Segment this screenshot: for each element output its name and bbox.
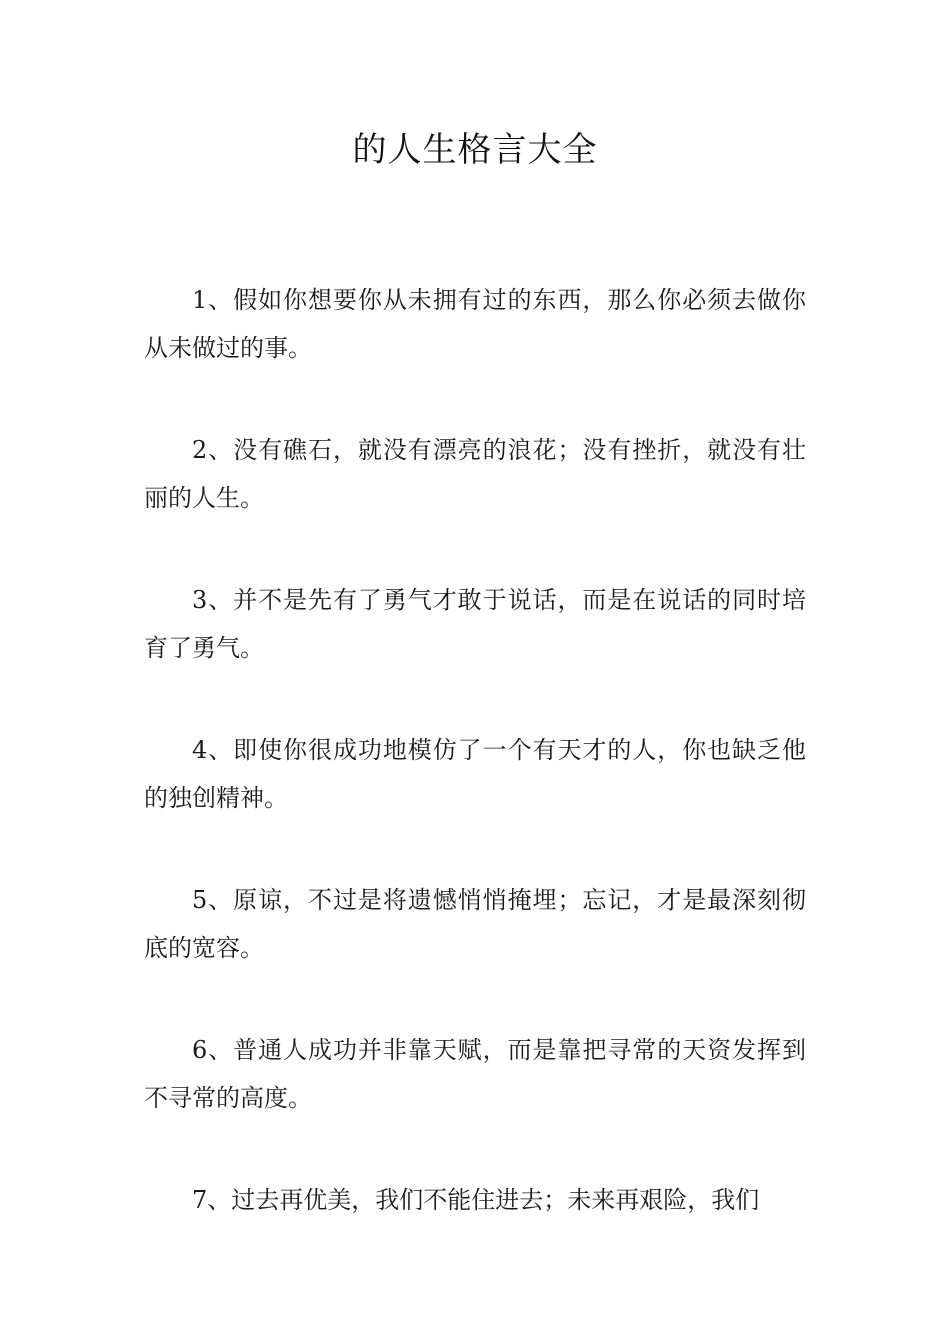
maxim-text: 5、原谅，不过是将遗憾悄悄掩埋；忘记，才是最深刻彻底的宽容。 xyxy=(144,886,806,962)
maxim-text: 1、假如你想要你从未拥有过的东西，那么你必须去做你从未做过的事。 xyxy=(144,286,806,362)
maxim-list xyxy=(144,276,806,1278)
maxim-item-5 xyxy=(144,876,806,972)
maxim-text: 7、过去再优美，我们不能住进去；未来再艰险，我们 xyxy=(192,1186,760,1214)
maxim-item-3 xyxy=(144,576,806,672)
maxim-text: 3、并不是先有了勇气才敢于说话，而是在说话的同时培育了勇气。 xyxy=(144,586,806,662)
document-title: 的人生格言大全 xyxy=(352,130,598,170)
maxim-item-1 xyxy=(144,276,806,372)
maxim-item-2 xyxy=(144,426,806,522)
maxim-text: 4、即使你很成功地模仿了一个有天才的人，你也缺乏他的独创精神。 xyxy=(144,736,806,812)
maxim-text: 6、普通人成功并非靠天赋，而是靠把寻常的天资发挥到不寻常的高度。 xyxy=(144,1036,806,1112)
maxim-item-6 xyxy=(144,1026,806,1122)
maxim-item-4 xyxy=(144,726,806,822)
maxim-text: 2、没有礁石，就没有漂亮的浪花；没有挫折，就没有壮丽的人生。 xyxy=(144,436,806,512)
maxim-item-7 xyxy=(144,1176,806,1224)
